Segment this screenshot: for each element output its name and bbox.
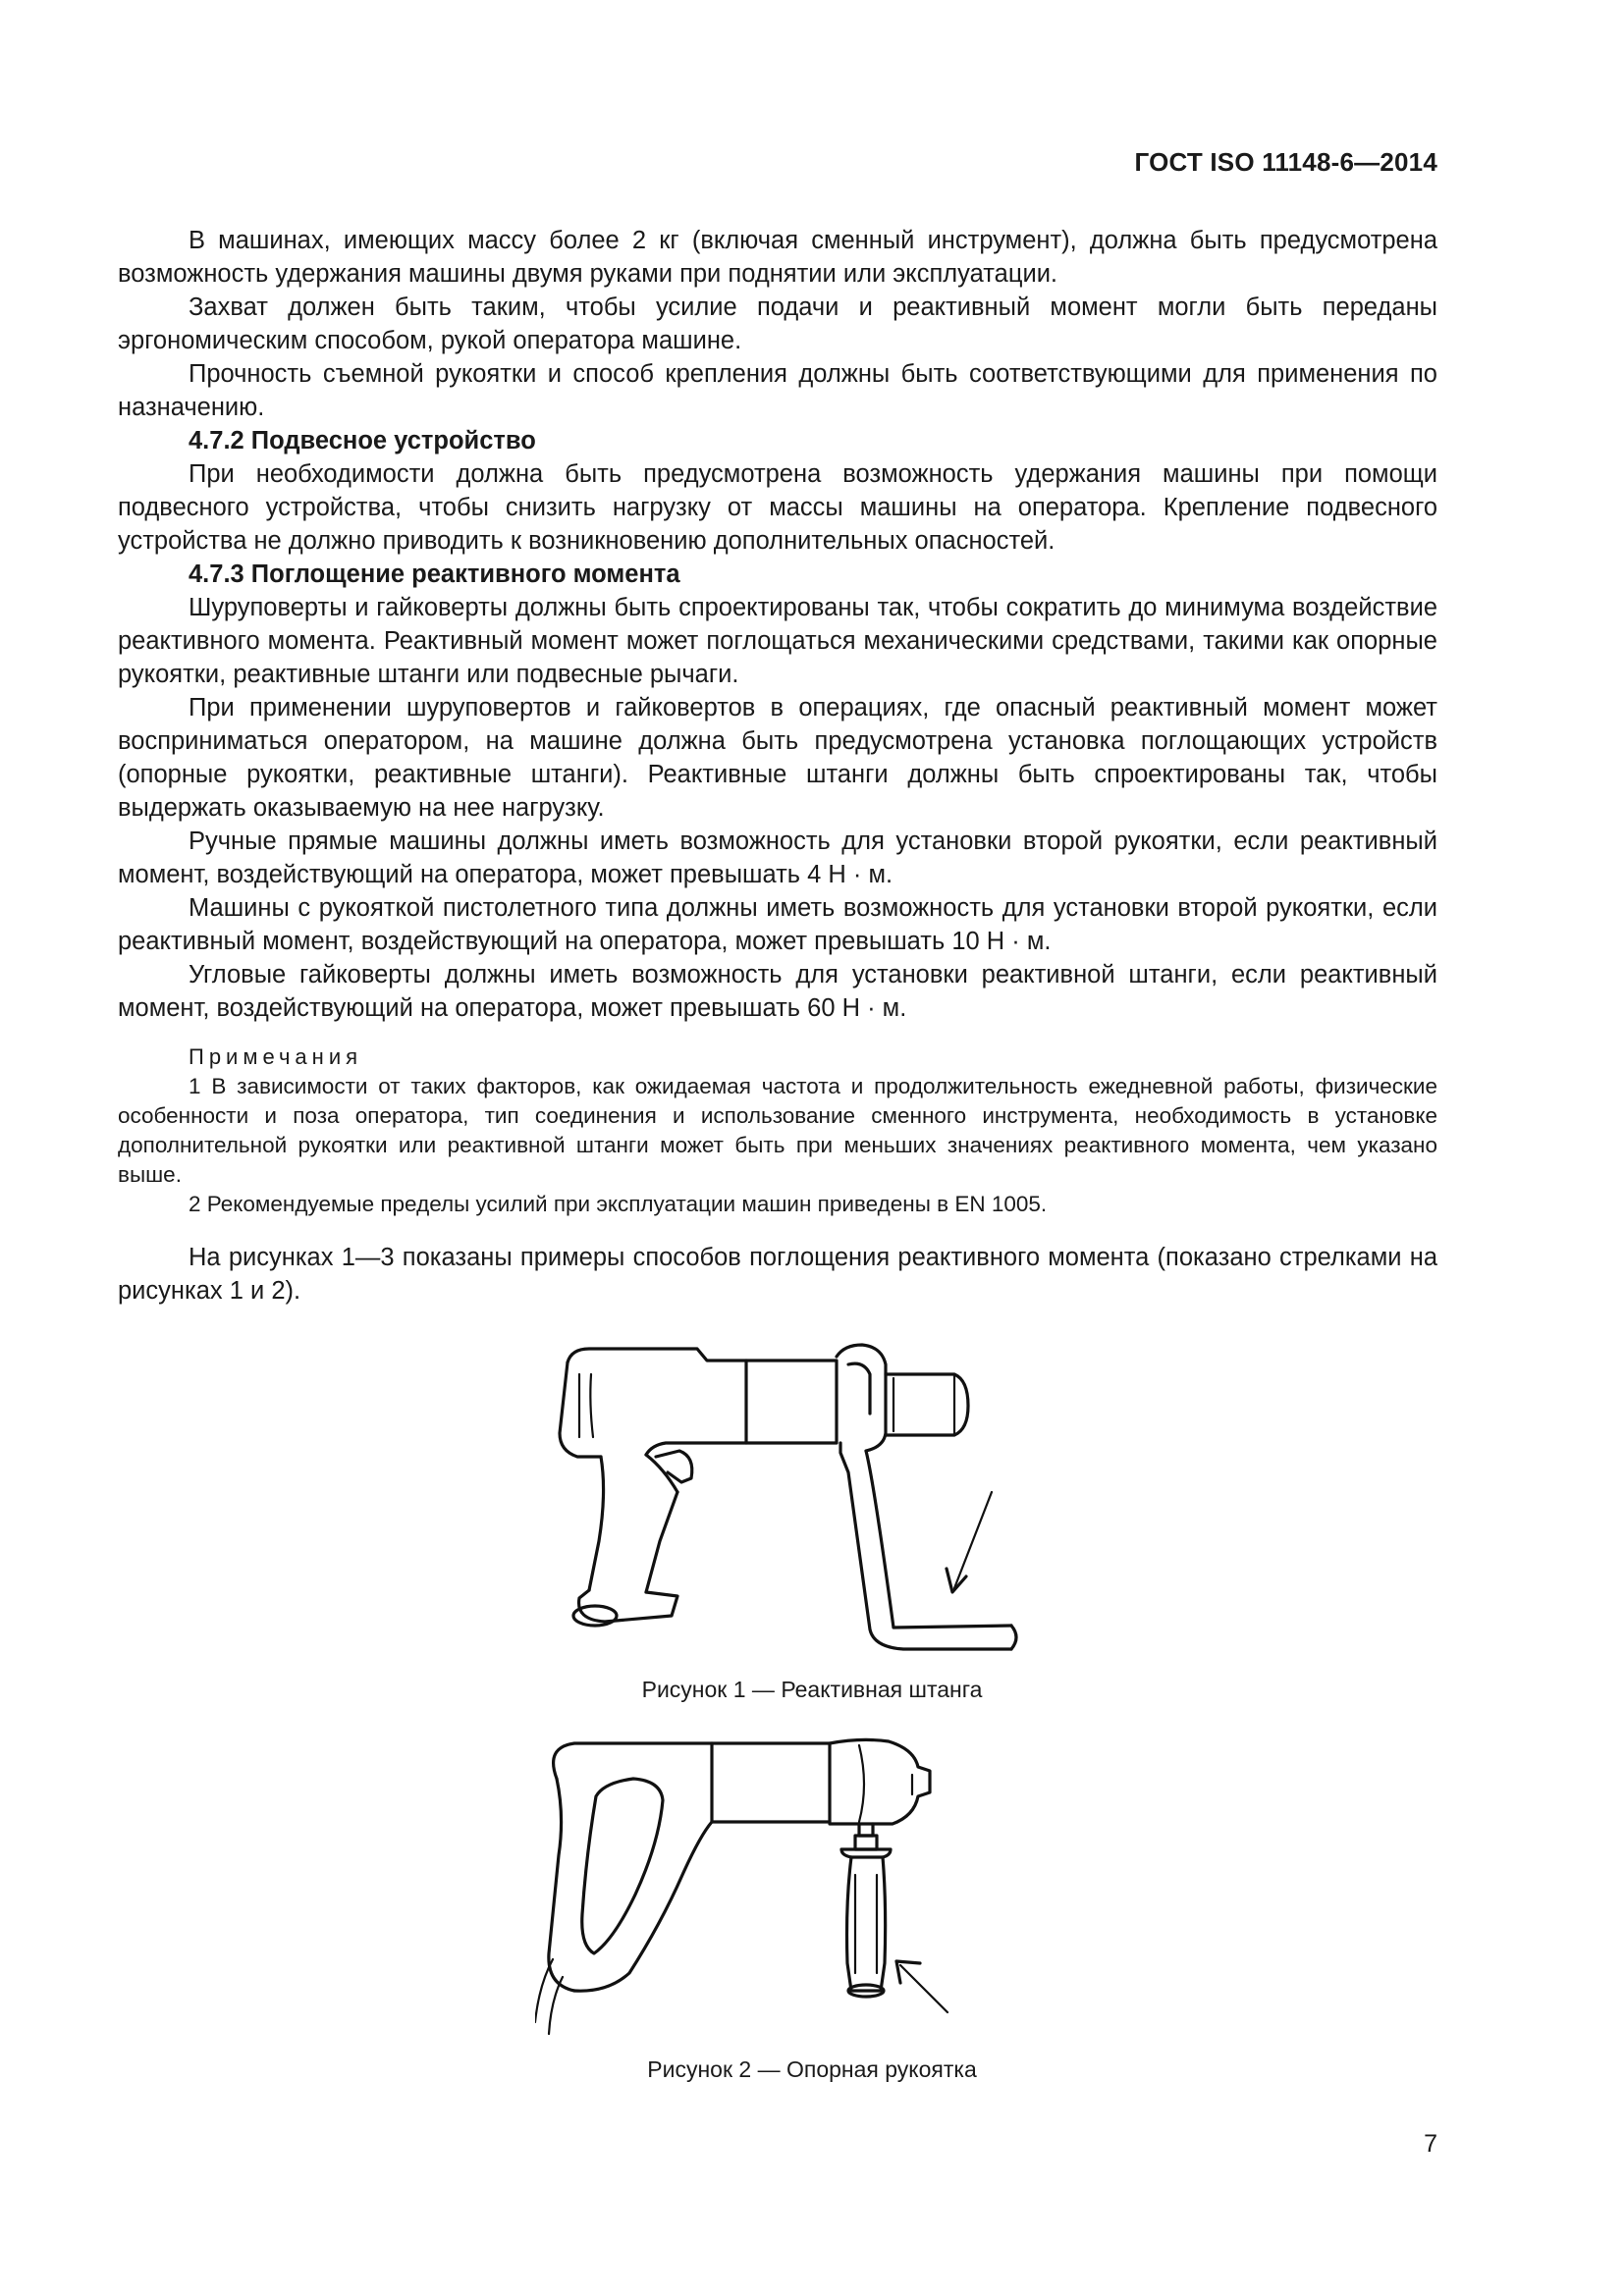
note-2: 2 Рекомендуемые пределы усилий при эксплуатации машин приведены в EN 1005.: [189, 1192, 1048, 1216]
notes-title: Примечания: [189, 1044, 363, 1069]
paragraph: При необходимости должна быть предусмотрена возможность удержания машины при помощи подвесного устройства, чтобы снизить нагрузку от массы машины на оператора. Крепление подвесного устройства не должно приводить к возникновению дополнительных опасностей.: [118, 460, 1437, 555]
page-number: 7: [1424, 2130, 1437, 2158]
paragraph: В машинах, имеющих массу более 2 кг (включая сменный инструмент), должна быть предусмотрена возможность удержания машины двумя руками при поднятии или эксплуатации.: [118, 227, 1437, 288]
paragraph: Машины с рукояткой пистолетного типа должны иметь возможность для установки второй рукоятки, если реактивный момент, воздействующий на оператора, может превышать 10 Н · м.: [118, 894, 1437, 955]
paragraph: Угловые гайковерты должны иметь возможность для установки реактивной штанги, если реактивный момент, воздействующий на оператора, может превышать 60 Н · м.: [118, 961, 1437, 1022]
figure-1-caption: Рисунок 1 — Реактивная штанга: [641, 1677, 983, 1702]
paragraph: При применении шуруповертов и гайковертов в операциях, где опасный реактивный момент может восприниматься оператором, на машине должна быть предусмотрена установка поглощающих устройств (опорные рукоятки, реактивные штанги). Реактивные штанги должны быть спроектированы так, чтобы выдержать оказываемую на нее нагрузку.: [118, 694, 1437, 822]
document-body: [118, 224, 1437, 1308]
figure-2-caption: Рисунок 2 — Опорная рукоятка: [647, 2056, 977, 2082]
paragraph: Шуруповерты и гайковерты должны быть спроектированы так, чтобы сократить до минимума воздействие реактивного момента. Реактивный момент может поглощаться механическими средствами, такими как опорные рукоятки, реактивные штанги или подвесные рычаги.: [118, 594, 1437, 688]
paragraph: Прочность съемной рукоятки и способ крепления должны быть соответствующими для применения по назначению.: [118, 360, 1437, 421]
figure-1-reaction-bar-drawing: [550, 1335, 1021, 1669]
figure-2-support-handle-drawing: [535, 1728, 1016, 2042]
note-1: 1 В зависимости от таких факторов, как ожидаемая частота и продолжительность ежедневной работы, физические особенности и поза оператора, тип соединения и использование сменного инструмента, необходимость в установке дополнительной рукоятки или реактивной штанги может быть при меньших значениях реактивного момента, чем указано выше.: [118, 1074, 1437, 1187]
section-heading-4-7-2: 4.7.2 Подвесное устройство: [189, 427, 536, 454]
paragraph: Захват должен быть таким, чтобы усилие подачи и реактивный момент могли быть переданы эргономическим способом, рукой оператора машине.: [118, 294, 1437, 354]
document-header: ГОСТ ISO 11148-6—2014: [1134, 147, 1437, 177]
paragraph: На рисунках 1—3 показаны примеры способов поглощения реактивного момента (показано стрелками на рисунках 1 и 2).: [118, 1244, 1437, 1305]
paragraph: Ручные прямые машины должны иметь возможность для установки второй рукоятки, если реактивный момент, воздействующий на оператора, может превышать 4 Н · м.: [118, 828, 1437, 888]
section-heading-4-7-3: 4.7.3 Поглощение реактивного момента: [189, 561, 680, 588]
